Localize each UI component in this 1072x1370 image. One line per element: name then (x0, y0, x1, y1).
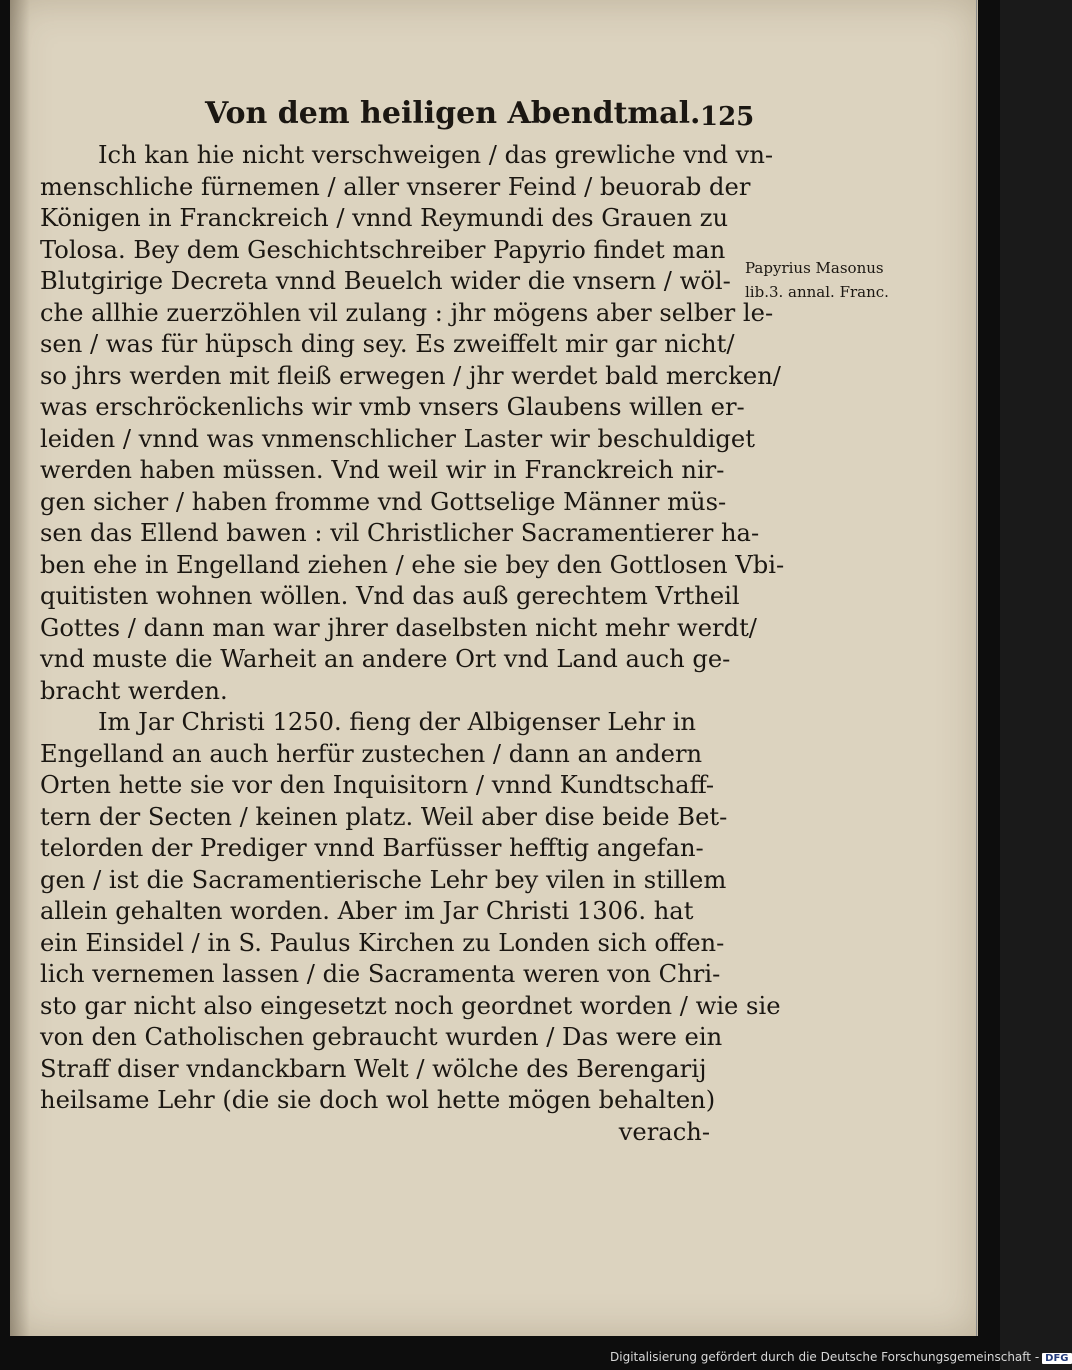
credit-text: Digitalisierung gefördert durch die Deutsche Forschungsgemeinschaft - (610, 1350, 1040, 1364)
text-line: Ich kan hie nicht verschweigen / das grewliche vnd vn- (98, 141, 774, 169)
text-line: so jhrs werden mit fleiß erwegen / jhr werdet bald mercken/ (40, 361, 781, 390)
text-line: Tolosa. Bey dem Geschichtschreiber Papyrio findet man (40, 235, 726, 264)
marginal-note-line-1: Papyrius Masonus (745, 259, 884, 277)
text-line: vnd muste die Warheit an andere Ort vnd Land auch ge- (40, 645, 731, 673)
text-line: sen das Ellend bawen : vil Christlicher Sacramentierer ha- (40, 519, 760, 547)
text-line: tern der Secten / keinen platz. Weil aber dise beide Bet- (40, 802, 728, 831)
text-line: sen / was für hüpsch ding sey. Es zweiffelt mir gar nicht/ (40, 330, 735, 358)
text-line: sto gar nicht also eingesetzt noch geordnet worden / wie sie (40, 991, 781, 1020)
text-line: von den Catholischen gebraucht wurden / Das were ein (40, 1023, 723, 1051)
text-line: Straff diser vndanckbarn Welt / wölche des Berengarij (40, 1054, 707, 1083)
text-line: ben ehe in Engelland ziehen / ehe sie bey den Gottlosen Vbi- (40, 550, 785, 579)
text-line: gen / ist die Sacramentierische Lehr bey vilen in stillem (40, 865, 727, 894)
running-head: Von dem heiligen Abendtmal. (205, 96, 701, 131)
text-line: lich vernemen lassen / die Sacramenta weren von Chri- (40, 960, 721, 988)
marginal-note-line-2: lib.3. annal. Franc. (745, 283, 889, 301)
text-line: gen sicher / haben fromme vnd Gottselige Männer müs- (40, 487, 727, 516)
text-line: heilsame Lehr (die sie doch wol hette mögen behalten) (40, 1086, 716, 1114)
text-line: was erschröckenlichs wir vmb vnsers Glaubens willen er- (40, 393, 745, 421)
page-number: 125 (700, 102, 755, 132)
text-line: Orten hette sie vor den Inquisitorn / vnnd Kundtschaff- (40, 771, 715, 799)
marginal-note (745, 256, 889, 304)
text-line: Königen in Franckreich / vnnd Reymundi des Grauen zu (40, 204, 729, 232)
body-text (40, 140, 785, 1148)
text-line: Blutgirige Decreta vnnd Beuelch wider die vnsern / wöl- (40, 267, 731, 295)
text-line: che allhie zuerzöhlen vil zulang : jhr mögens aber selber le- (40, 298, 774, 327)
text-line: Gottes / dann man war jhrer daselbsten nicht mehr werdt/ (40, 613, 757, 642)
dfg-logo: DFG (1042, 1353, 1071, 1364)
catchword: verach- (618, 1117, 710, 1146)
text-line: leiden / vnnd was vnmenschlicher Laster wir beschuldiget (40, 424, 755, 453)
digitization-credit (610, 1350, 1072, 1364)
text-line: menschliche fürnemen / aller vnserer Feind / beuorab der (40, 172, 751, 201)
text-line: telorden der Prediger vnnd Barfüsser hefftig angefan- (40, 834, 704, 862)
text-line: Engelland an auch herfür zustechen / dann an andern (40, 739, 703, 768)
text-line: quitisten wohnen wöllen. Vnd das auß gerechtem Vrtheil (40, 582, 740, 610)
page-edge-rule (976, 0, 977, 1336)
text-line: ein Einsidel / in S. Paulus Kirchen zu Londen sich offen- (40, 928, 725, 957)
text-line: Im Jar Christi 1250. fieng der Albigenser Lehr in (98, 708, 696, 736)
text-line: allein gehalten worden. Aber im Jar Christi 1306. hat (40, 897, 694, 925)
text-line: werden haben müssen. Vnd weil wir in Franckreich nir- (40, 456, 725, 484)
text-line: bracht werden. (40, 676, 228, 705)
